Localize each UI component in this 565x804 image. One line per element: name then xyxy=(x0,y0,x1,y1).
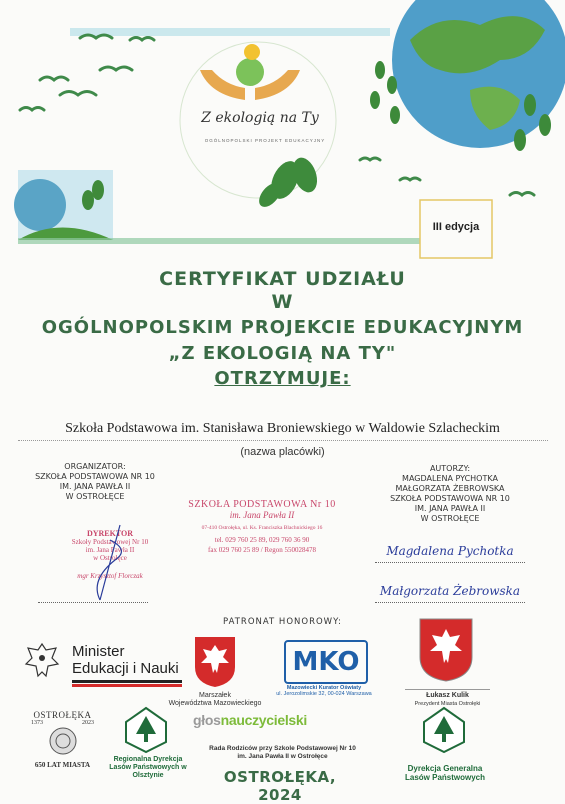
director-stamp-title: DYREKTOR xyxy=(86,529,134,538)
organizer-line1: SZKOŁA PODSTAWOWA NR 10 xyxy=(35,472,155,481)
ostroleka-emblem-icon xyxy=(418,617,474,683)
ostroleka-650-line4: 650 LAT MIASTA xyxy=(34,761,91,769)
dglp-line2: Lasów Państwowych xyxy=(404,773,486,782)
kulik-line1: Łukasz Kulik xyxy=(426,692,469,699)
marszalek-line2: Województwa Mazowieckiego xyxy=(168,700,262,707)
edition-label: III edycja xyxy=(432,221,480,233)
school-stamp-line2: im. Jana Pawła II xyxy=(229,510,295,520)
dglp-line1: Dyrekcja Generalna xyxy=(407,764,483,773)
forest-logo-icon xyxy=(122,706,170,754)
rada-caption xyxy=(195,745,370,761)
mko-caption xyxy=(270,685,378,697)
director-stamp-name: mgr Krzysztof Florczak xyxy=(77,572,143,580)
ostroleka-650-line2: 1373 xyxy=(31,720,43,726)
certificate-receives: OTRZYMUJE: xyxy=(214,368,351,389)
authors-block xyxy=(360,464,540,524)
patronage-heading: PATRONAT HONOROWY: xyxy=(223,617,342,627)
marszalek-line1: Marszałek xyxy=(199,692,231,699)
recipient-line xyxy=(18,440,548,441)
director-stamp-line4: w Ostrołęce xyxy=(93,554,127,562)
hands-icon xyxy=(200,44,300,100)
ostroleka-650-line1: OSTROŁĘKA xyxy=(33,710,92,720)
authors-line1: MAGDALENA PYCHOTKA xyxy=(402,474,498,483)
glos-nauczycielski-logo xyxy=(193,712,307,728)
director-stamp-line2: Szkoły Podstawowej Nr 10 xyxy=(71,538,149,546)
author-signature-line-2 xyxy=(375,602,525,603)
minister-line2: Edukacji i Nauki xyxy=(72,660,179,677)
mko-line1: Mazowiecki Kurator Oświaty xyxy=(286,685,362,691)
place-date: OSTROŁĘKA, 2024 xyxy=(223,768,337,804)
minister-name xyxy=(72,643,179,677)
mko-line2: ul. Jerozolimskie 32, 00-024 Warszawa xyxy=(276,691,372,697)
kulik-line2: Prezydent Miasta Ostrołęki xyxy=(414,701,481,707)
authors-line4: IM. JANA PAWŁA II xyxy=(414,504,486,513)
dglp-caption xyxy=(395,764,495,782)
eagle-emblem-icon xyxy=(22,640,62,682)
rdlp-line1: Regionalna Dyrekcja xyxy=(113,756,183,763)
minister-bar-dark xyxy=(72,680,182,683)
authors-heading: AUTORZY: xyxy=(429,464,471,473)
kulik-line xyxy=(405,689,490,690)
school-stamp-line4: tel. 029 760 25 89, 029 760 36 90 xyxy=(214,536,310,544)
project-title: Z ekologią na Ty xyxy=(201,110,319,126)
rdlp-line2: Lasów Państwowych w Olsztynie xyxy=(109,764,187,779)
school-stamp-line1: SZKOŁA PODSTAWOWA Nr 10 xyxy=(188,499,336,510)
minister-line1: Minister xyxy=(72,643,125,660)
ostroleka-650-line3: 2023 xyxy=(82,720,94,726)
authors-line3: SZKOŁA PODSTAWOWA NR 10 xyxy=(390,494,510,503)
organizer-heading: ORGANIZATOR: xyxy=(64,462,126,471)
director-signature xyxy=(80,520,140,610)
organizer-block xyxy=(20,462,170,502)
organizer-line2: IM. JANA PAWŁA II xyxy=(59,482,131,491)
minister-bar-red xyxy=(72,684,182,687)
certificate-title-conj: W xyxy=(271,291,294,313)
ostroleka-650-logo xyxy=(25,710,100,769)
certificate-title: CERTYFIKAT UDZIAŁU xyxy=(159,268,406,290)
director-stamp-line3: im. Jana Pawła II xyxy=(85,546,135,554)
author-signature-2: Małgorzata Żebrowska xyxy=(379,584,521,598)
project-subtitle: OGÓLNOPOLSKI PROJEKT EDUKACYJNY xyxy=(204,138,326,143)
author-signature-1: Magdalena Pychotka xyxy=(386,544,514,558)
glos-part2: nauczycielski xyxy=(220,712,307,728)
rada-line1: Rada Rodziców przy Szkole Podstawowej Nr 10 xyxy=(209,745,356,752)
certificate-title-name: „Z EKOLOGIĄ NA TY" xyxy=(168,343,397,364)
forest-logo-icon-2 xyxy=(420,706,468,754)
recipient-caption: (nazwa placówki) xyxy=(240,446,325,458)
certificate-title-project: OGÓLNOPOLSKIM PROJEKCIE EDUKACYJNYM xyxy=(41,317,524,338)
glos-part1: głos xyxy=(193,712,221,728)
school-stamp-line5: fax 029 760 25 89 / Regon 550028478 xyxy=(208,546,316,554)
marszalek-caption xyxy=(160,692,270,708)
rdlp-caption xyxy=(98,756,198,780)
school-stamp xyxy=(172,500,352,555)
authors-line2: MAŁGORZATA ŻEBROWSKA xyxy=(395,484,505,493)
author-signature-line-1 xyxy=(375,562,525,563)
ostroleka-seal-icon xyxy=(48,726,78,756)
authors-line5: W OSTROŁĘCE xyxy=(420,514,480,523)
mko-logo: MKO xyxy=(284,640,368,684)
mazowsze-emblem-icon xyxy=(193,635,237,689)
school-stamp-line3: 07-410 Ostrołęka, ul. Ks. Franciszka Blachnickiego 16 xyxy=(201,525,323,531)
rada-line2: im. Jana Pawła II w Ostrołęce xyxy=(237,753,328,760)
organizer-line3: W OSTROŁĘCE xyxy=(65,492,125,501)
organizer-signature-line xyxy=(38,602,148,603)
recipient-school: Szkoła Podstawowa im. Stanisława Broniewskiego w Waldowie Szlacheckim xyxy=(65,421,500,436)
